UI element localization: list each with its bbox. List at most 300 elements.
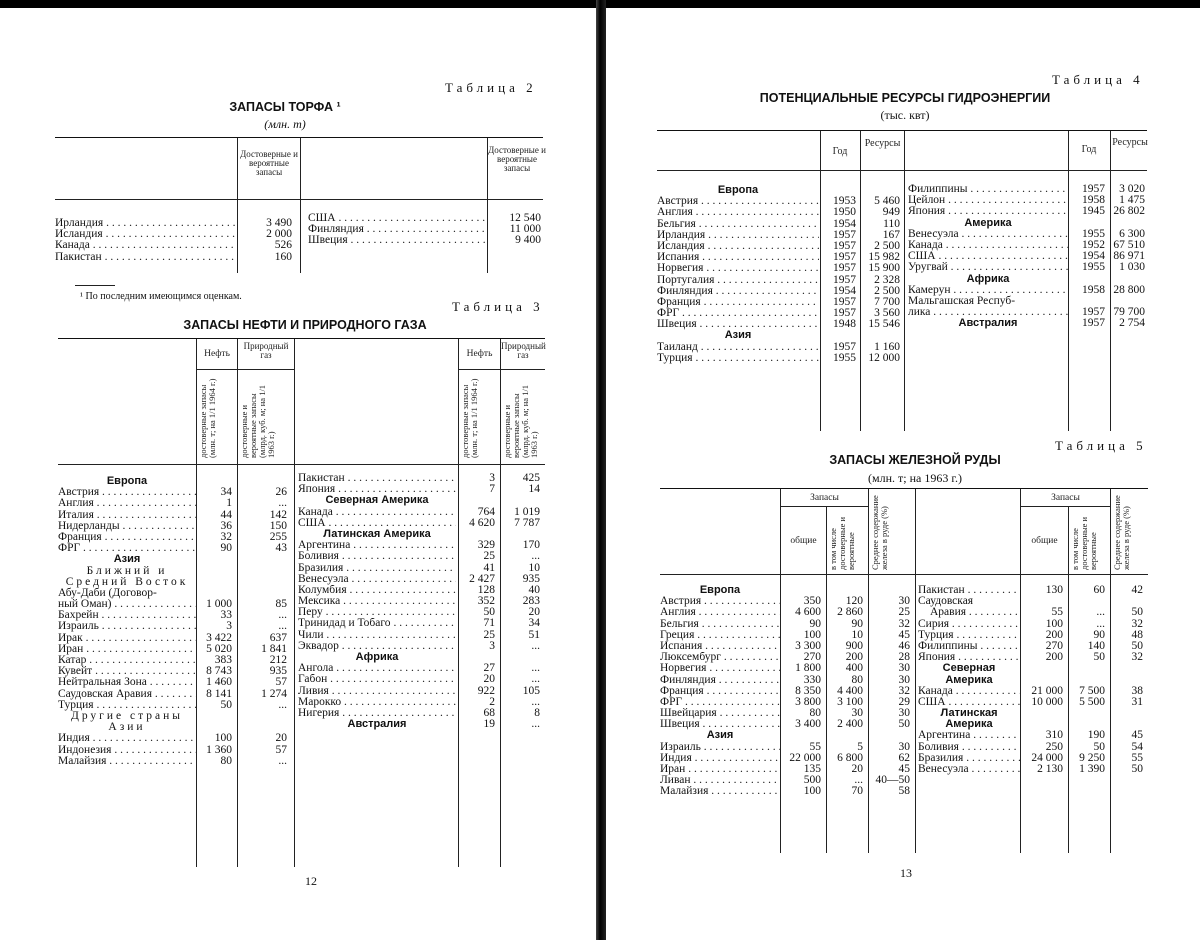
row-name: Пакистан . . .	[298, 473, 456, 484]
row-value: 5	[857, 740, 863, 753]
table-5-prov-header-right: в том числе достоверные и вероятные	[1070, 516, 1098, 570]
table-4-res-header-right: Ресурсы	[1112, 137, 1148, 148]
row-value: 150	[269, 519, 287, 532]
table-row	[660, 630, 915, 641]
table-4-year-header-right: Год	[1081, 144, 1097, 155]
row-value: 58	[898, 785, 910, 798]
row-value: 1957	[1082, 183, 1105, 195]
row-name: Пакистан . . .	[918, 585, 1020, 596]
table-row	[298, 686, 545, 697]
row-value: 50	[1131, 639, 1143, 652]
row-name: Канада . . .	[918, 686, 1020, 697]
row-value: 10	[528, 561, 540, 574]
section-heading: Африка	[966, 272, 1010, 285]
row-value: 45	[898, 763, 910, 775]
row-value: 2 500	[874, 284, 900, 297]
row-name: Ирландия . . .	[657, 230, 819, 241]
row-value: 36	[220, 519, 232, 532]
table-3-left-rows	[58, 476, 292, 767]
row-value: 120	[845, 595, 863, 608]
row-value: 1954	[833, 284, 856, 297]
row-value: 142	[269, 508, 287, 521]
row-name: Филиппины . . .	[908, 184, 1068, 195]
row-value: 1954	[833, 217, 856, 230]
table-row	[660, 686, 915, 697]
table-3-gas-sub-right: достоверные и вероятные запасы (млрд. куб. м; на 1/1 1963 г.)	[502, 384, 539, 458]
row-value: 20	[528, 606, 540, 619]
table-row	[298, 708, 545, 719]
row-value: 67 510	[1113, 238, 1145, 251]
row-value: 50	[1131, 763, 1143, 775]
table-3-top-rule	[58, 338, 545, 339]
table-4-right-rows	[908, 184, 1150, 329]
row-name: Ирак . . .	[58, 633, 196, 644]
row-value: 1 390	[1079, 763, 1105, 775]
table-row	[55, 252, 297, 263]
row-value: ...	[531, 639, 540, 652]
row-name: Испания . . .	[660, 641, 780, 652]
row-value: 350	[803, 595, 821, 608]
row-value: 90	[809, 617, 821, 630]
row-value: 1958	[1082, 194, 1105, 207]
row-value: 3 400	[795, 718, 821, 731]
row-value: 32	[1131, 617, 1143, 630]
row-value: 14	[528, 483, 540, 496]
row-value: 25	[483, 550, 495, 563]
table-row	[908, 184, 1150, 195]
row-value: 1957	[1082, 306, 1105, 319]
row-name: Япония . . .	[918, 652, 1020, 663]
row-value: ...	[531, 662, 540, 675]
table-row	[58, 633, 292, 644]
table-5-right-rows	[918, 585, 1148, 775]
row-name: Саудовская Аравия . . .	[58, 689, 196, 700]
table-row	[58, 521, 292, 532]
table-3-title: ЗАПАСЫ НЕФТИ И ПРИРОДНОГО ГАЗА	[183, 318, 427, 332]
row-value: 128	[477, 583, 495, 596]
row-name: Индонезия . . .	[58, 745, 196, 756]
row-value: 100	[803, 628, 821, 641]
row-value: 2 500	[874, 239, 900, 252]
row-value: 200	[845, 651, 863, 664]
table-row	[58, 733, 292, 744]
row-value: 3	[489, 472, 495, 484]
row-name: Ливан . . .	[660, 775, 780, 786]
table-3-right-rows	[298, 473, 545, 730]
table-3-oil-sub-right: достоверные запасы (млн. т; на 1/1 1964 г.)	[460, 378, 479, 458]
row-name: Катар . . .	[58, 655, 196, 666]
row-name: ный Оман) . . .	[58, 599, 196, 610]
row-value: 1 460	[206, 676, 232, 689]
row-value: 3 560	[874, 307, 900, 320]
row-name: Венесуэла . . .	[298, 574, 456, 585]
row-name: Швеция . . .	[660, 719, 780, 730]
table-3-gas-header-left: Природный газ	[243, 341, 289, 360]
table-row	[298, 563, 545, 574]
table-row	[908, 251, 1150, 262]
row-name: Чили . . .	[298, 630, 456, 641]
row-name: Эквадор . . .	[298, 641, 456, 652]
row-name: Япония . . .	[298, 484, 456, 495]
subsection-heading: Другие страны	[70, 709, 184, 722]
subsection-heading: Ближний и	[86, 564, 168, 577]
row-value: 1957	[833, 262, 856, 275]
row-value: 1957	[833, 340, 856, 353]
row-value: 105	[522, 684, 540, 697]
row-name: Англия . . .	[657, 207, 819, 218]
table-row	[660, 697, 915, 708]
table-row	[298, 495, 545, 506]
row-value: 7 700	[874, 295, 900, 308]
table-row	[908, 218, 1150, 229]
table-row	[657, 286, 905, 297]
row-value: 922	[477, 684, 495, 697]
row-value: 270	[1045, 639, 1063, 652]
table-row	[908, 206, 1150, 217]
row-value: 130	[1045, 584, 1063, 596]
table-row	[55, 240, 297, 251]
row-name: ФРГ . . .	[58, 543, 196, 554]
row-name: Сирия . . .	[918, 619, 1020, 630]
row-value: 24 000	[1031, 751, 1063, 764]
row-value: ...	[531, 550, 540, 563]
row-name: Австрия . . .	[660, 596, 780, 607]
table-row	[660, 708, 915, 719]
row-name: Аргентина . . .	[298, 540, 456, 551]
table-row	[298, 507, 545, 518]
table-row	[58, 655, 292, 666]
row-value: 32	[1131, 651, 1143, 664]
table-row	[660, 585, 915, 596]
row-value: 21 000	[1031, 684, 1063, 697]
row-value: 34	[528, 617, 540, 630]
row-value: 15 982	[868, 251, 900, 264]
row-value: 200	[1045, 651, 1063, 664]
table-row	[918, 719, 1148, 730]
row-value: 3 020	[1119, 183, 1145, 195]
page-number-left: 12	[305, 874, 317, 888]
row-value: 9 400	[515, 234, 541, 247]
row-name: Австрия . . .	[657, 196, 819, 207]
row-value: 2 427	[469, 572, 495, 585]
row-value: 4 400	[837, 684, 863, 697]
row-value: 55	[809, 740, 821, 753]
row-value: 526	[274, 239, 292, 252]
table-row	[55, 218, 297, 229]
table-row	[58, 510, 292, 521]
table-2-left-rows	[55, 218, 297, 263]
row-value: 1953	[833, 195, 856, 208]
row-name: Австрия . . .	[58, 487, 196, 498]
row-value: 50	[1093, 740, 1105, 753]
table-2-unit: (млн. т)	[264, 117, 306, 131]
row-value: 42	[1131, 584, 1143, 596]
table-5-fe-header-right: Среднее содержание железа в руде (%)	[1112, 495, 1131, 570]
row-value: 57	[275, 743, 287, 756]
row-value: 110	[883, 217, 900, 230]
table-row	[660, 641, 915, 652]
row-name: Ливия . . .	[298, 686, 456, 697]
row-name: Франция . . .	[660, 686, 780, 697]
row-value: 1958	[1082, 283, 1105, 296]
row-name: Швеция . . .	[657, 319, 819, 330]
row-value: 3 100	[837, 695, 863, 708]
row-name: Англия . . .	[58, 498, 196, 509]
table-2-footnote: ¹ По последним имеющимся оценкам.	[80, 291, 242, 302]
table-row	[918, 764, 1148, 775]
row-value: 160	[274, 250, 292, 263]
row-value: 60	[1093, 584, 1105, 596]
row-value: 310	[1045, 729, 1063, 742]
table-row	[298, 585, 545, 596]
row-value: 10 000	[1031, 695, 1063, 708]
row-value: 34	[220, 486, 232, 499]
section-heading: Северная Америка	[325, 494, 429, 507]
table-row	[660, 775, 915, 786]
table-row	[58, 644, 292, 655]
row-name: Норвегия . . .	[657, 263, 819, 274]
row-value: 26	[275, 486, 287, 499]
row-value: 25	[483, 628, 495, 641]
row-value: 90	[851, 617, 863, 630]
row-value: 1950	[833, 206, 856, 219]
row-name: Аргентина . . .	[918, 730, 1020, 741]
row-name: Израиль . . .	[660, 742, 780, 753]
row-value: 6 800	[837, 751, 863, 764]
table-row	[298, 618, 545, 629]
row-value: 400	[845, 662, 863, 675]
table-5-top-rule	[660, 488, 1148, 489]
row-name: ФРГ . . .	[660, 697, 780, 708]
row-value: 764	[477, 505, 495, 518]
row-value: 8 743	[206, 665, 232, 678]
table-row	[908, 274, 1150, 285]
row-value: 50	[483, 606, 495, 619]
row-name: Финляндия . . .	[657, 286, 819, 297]
table-3-oil-sub-left: достоверные запасы (млн. т; на 1/1 1964 г.)	[198, 378, 217, 458]
row-value: 32	[898, 617, 910, 630]
row-value: 1955	[1082, 227, 1105, 240]
table-row	[298, 540, 545, 551]
row-value: 3 490	[266, 217, 292, 229]
row-value: 3 300	[795, 639, 821, 652]
table-row	[918, 630, 1148, 641]
row-name: Иран . . .	[660, 764, 780, 775]
row-value: 8 350	[795, 684, 821, 697]
row-value: 86 971	[1113, 250, 1145, 263]
row-value: 100	[803, 785, 821, 798]
row-name: Бельгия . . .	[660, 619, 780, 630]
table-row	[657, 196, 905, 207]
table-row	[660, 652, 915, 663]
row-value: 28 800	[1113, 283, 1145, 296]
row-name: Филиппины . . .	[918, 641, 1020, 652]
section-heading: Америка	[945, 718, 993, 731]
row-value: ...	[531, 673, 540, 686]
row-value: ...	[278, 754, 287, 767]
row-value: 43	[275, 542, 287, 555]
row-value: 80	[851, 673, 863, 686]
table-row	[918, 753, 1148, 764]
row-name: Индия . . .	[660, 753, 780, 764]
table-row	[908, 262, 1150, 273]
row-value: 1955	[1082, 261, 1105, 274]
table-5-prov-header-left: в том числе достоверные и вероятные	[828, 516, 856, 570]
row-value: 32	[898, 684, 910, 697]
row-value: 40—50	[875, 774, 910, 787]
row-name: Кувейт . . .	[58, 666, 196, 677]
table-row	[918, 596, 1148, 607]
row-value: 1957	[833, 295, 856, 308]
table-row	[298, 697, 545, 708]
table-2-label: Таблица 2	[445, 80, 537, 95]
table-5-total-header-left: общие	[790, 536, 817, 546]
row-value: 2 754	[1119, 317, 1145, 330]
row-name: Тринидад и Тобаго . . .	[298, 618, 456, 629]
section-heading: Европа	[699, 584, 741, 596]
row-value: 27	[483, 662, 495, 675]
row-value: 900	[845, 639, 863, 652]
table-row	[58, 543, 292, 554]
row-value: 55	[1131, 751, 1143, 764]
row-value: 20	[275, 732, 287, 745]
table-row	[58, 689, 292, 700]
row-name: Канада . . .	[55, 240, 235, 251]
row-value: 3	[489, 639, 495, 652]
table-row	[58, 722, 292, 733]
row-value: ...	[854, 774, 863, 787]
table-4-res-header-left: Ресурсы	[864, 138, 901, 149]
row-value: 20	[851, 763, 863, 775]
row-value: ...	[1096, 617, 1105, 630]
row-value: 5 500	[1079, 695, 1105, 708]
row-name: Швейцария . . .	[660, 708, 780, 719]
row-name: Уругвай . . .	[908, 262, 1068, 273]
row-name: Таиланд . . .	[657, 342, 819, 353]
row-value: 10	[851, 628, 863, 641]
row-value: 3	[226, 620, 232, 633]
row-value: 100	[1045, 617, 1063, 630]
row-value: 255	[269, 530, 287, 543]
row-name: Камерун . . .	[908, 285, 1068, 296]
table-row	[908, 307, 1150, 318]
row-name: Израиль . . .	[58, 621, 196, 632]
table-5-left-rows	[660, 585, 915, 798]
table-row	[660, 607, 915, 618]
section-heading: Европа	[106, 475, 148, 487]
row-name: Венесуэла . . .	[918, 764, 1020, 775]
row-value: 1957	[833, 307, 856, 320]
row-value: 45	[1131, 729, 1143, 742]
section-heading: Азия	[113, 553, 141, 566]
row-name-continued: Саудовская	[918, 595, 974, 608]
table-row	[58, 498, 292, 509]
row-value: 167	[882, 228, 900, 241]
table-row	[308, 224, 546, 235]
row-value: ...	[278, 609, 287, 622]
row-value: 1 030	[1119, 261, 1145, 274]
table-row	[918, 641, 1148, 652]
row-name: Турция . . .	[918, 630, 1020, 641]
table-row	[298, 529, 545, 540]
table-row	[657, 207, 905, 218]
row-value: 30	[898, 740, 910, 753]
row-name: Греция . . .	[660, 630, 780, 641]
row-value: 283	[522, 595, 540, 608]
row-value: 1 475	[1119, 194, 1145, 207]
row-value: 46	[898, 639, 910, 652]
row-name: Бразилия . . .	[918, 753, 1020, 764]
row-value: 22 000	[789, 751, 821, 764]
section-heading: Америка	[945, 673, 993, 686]
table-row	[918, 607, 1148, 618]
row-value: 55	[1051, 606, 1063, 619]
table-row	[657, 353, 905, 364]
row-value: 1 019	[514, 505, 540, 518]
table-row	[298, 607, 545, 618]
row-value: 140	[1087, 639, 1105, 652]
table-3-oil-header-left: Нефть	[204, 349, 230, 359]
table-5-title: ЗАПАСЫ ЖЕЛЕЗНОЙ РУДЫ	[829, 453, 1001, 467]
row-value: 1957	[833, 273, 856, 286]
table-row	[660, 786, 915, 797]
table-4-label: Таблица 4	[1052, 72, 1144, 87]
row-value: 1952	[1082, 238, 1105, 251]
table-row	[58, 756, 292, 767]
row-value: 1948	[833, 318, 856, 331]
row-value: 352	[477, 595, 495, 608]
row-value: 50	[898, 718, 910, 731]
row-value: 2 328	[874, 273, 900, 286]
row-value: 48	[1131, 628, 1143, 641]
row-value: 5 020	[206, 642, 232, 655]
row-value: 50	[1093, 651, 1105, 664]
table-row	[918, 730, 1148, 741]
row-value: 6 300	[1119, 227, 1145, 240]
row-value: 1954	[1082, 250, 1105, 263]
table-5-label: Таблица 5	[1055, 438, 1147, 453]
row-value: 2 130	[1037, 763, 1063, 775]
row-value: 8	[534, 706, 540, 719]
row-value: 79 700	[1113, 306, 1145, 319]
row-name: Боливия . . .	[298, 551, 456, 562]
row-value: 4 600	[795, 606, 821, 619]
row-value: 190	[1087, 729, 1105, 742]
row-name: США . . .	[308, 213, 486, 224]
table-3-gas-header-right: Природный газ	[501, 341, 546, 360]
row-name: Финляндия . . .	[660, 675, 780, 686]
row-value: 270	[803, 651, 821, 664]
row-value: 80	[220, 754, 232, 767]
row-value: 11 000	[509, 223, 541, 236]
table-3-gas-sub-left: достоверные и вероятные запасы (млрд. куб. м; на 1/1 1963 г.)	[239, 384, 276, 458]
table-row	[298, 551, 545, 562]
row-name: Перу . . .	[298, 607, 456, 618]
row-value: ...	[531, 695, 540, 708]
table-4-year-header-left: Год	[832, 146, 848, 157]
table-row	[918, 663, 1148, 674]
row-name: Нидерланды . . .	[58, 521, 196, 532]
row-name: Нигерия . . .	[298, 708, 456, 719]
row-value: ...	[1096, 606, 1105, 619]
row-value: 62	[898, 751, 910, 764]
row-value: 330	[803, 673, 821, 686]
row-value: 500	[803, 774, 821, 787]
row-value: 85	[275, 598, 287, 611]
table-row	[657, 263, 905, 274]
row-value: 2 860	[837, 606, 863, 619]
table-row	[58, 711, 292, 722]
